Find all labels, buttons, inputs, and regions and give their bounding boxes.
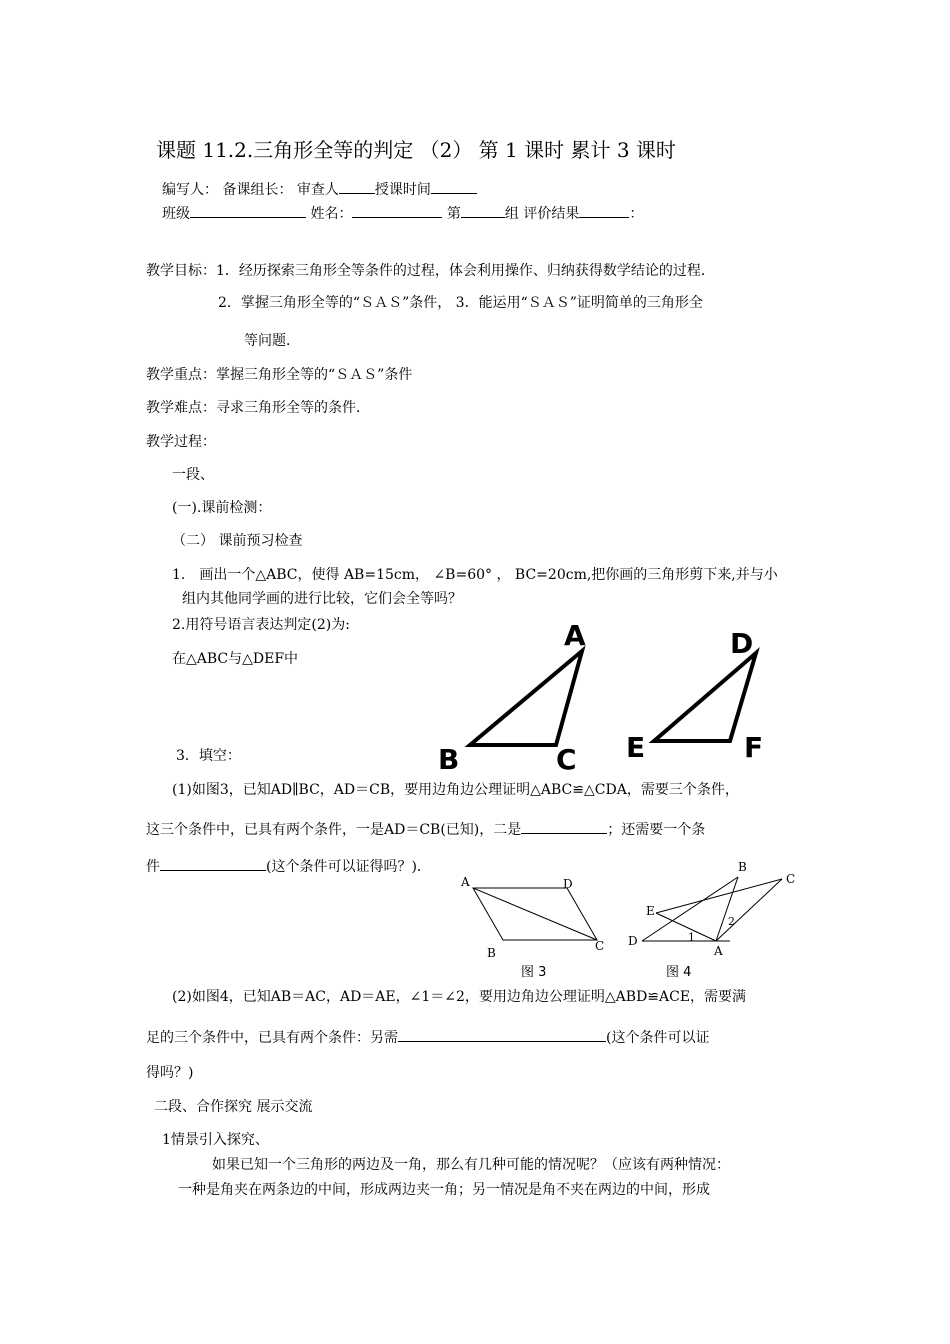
- fig3-label-d: D: [563, 877, 573, 891]
- author-label: 编写人： 备课组长： 审查人: [162, 182, 339, 198]
- class-label: 班级: [162, 206, 190, 222]
- section2-heading: 二段、合作探究 展示交流: [154, 1099, 313, 1115]
- question-3b-line-3: 得吗？): [146, 1065, 194, 1081]
- key-point: 教学重点：掌握三角形全等的“ＳＡＳ”条件: [146, 367, 413, 383]
- class-line: [162, 203, 643, 223]
- q3a-blank-2: [160, 856, 266, 871]
- question-3a-line-3: [146, 856, 431, 876]
- fig4-label-d: D: [628, 934, 638, 948]
- triangles-figure: [430, 615, 790, 775]
- scenario-paragraph-1: 如果已知一个三角形的两边及一角，那么有几种可能的情况呢？（应该有两种情况：: [212, 1157, 730, 1173]
- group-blank: [461, 203, 505, 218]
- process-heading: 教学过程：: [146, 434, 216, 450]
- fig4-label-a: A: [714, 944, 723, 958]
- evaluation-blank: [579, 203, 629, 218]
- fig3-label-a: A: [461, 875, 470, 889]
- question-2-line-1: 2.用符号语言表达判定(2)为:: [172, 617, 350, 633]
- class-blank: [190, 203, 306, 218]
- author-line: [162, 179, 477, 199]
- fig4-label-e: E: [646, 904, 655, 918]
- question-1-line-1: 1． 画出一个△ABC，使得 AB=15cm， ∠B=60° ， BC=20cm,把你画的三角形剪下来,并与小: [172, 567, 778, 583]
- teach-time-blank: [431, 179, 477, 194]
- label-c: C: [556, 743, 577, 775]
- evaluation-label: 组 评价结果: [504, 206, 580, 222]
- fig3-caption: 图 3: [521, 965, 547, 980]
- name-blank: [352, 203, 442, 218]
- label-f: F: [744, 731, 764, 764]
- fig4-caption: 图 4: [666, 965, 692, 980]
- question-2-line-2: 在△ABC与△DEF中: [172, 651, 299, 667]
- q3a-blank-1: [521, 819, 607, 834]
- section1-heading: 一段、: [172, 467, 214, 483]
- question-3a-line-1: (1)如图3，已知AD∥BC，AD＝CB，要用边角边公理证明△ABC≌△CDA，需要三个条件，: [172, 782, 739, 798]
- q3a-text-b: ；还需要一个条: [607, 822, 706, 838]
- question-1-line-2: 组内其他同学画的进行比较，它们会全等吗？: [182, 591, 462, 607]
- diagonal-ac: [473, 888, 597, 940]
- triangle-def: [654, 653, 756, 741]
- q3b-text-a: 足的三个条件中，已具有两个条件：另需: [146, 1030, 398, 1046]
- q3a-text-d: (这个条件可以证得吗？)．: [266, 859, 431, 875]
- q3a-text-a: 这三个条件中，已具有两个条件，一是AD＝CB(已知)，二是: [146, 822, 522, 838]
- fig4-angle-1: 1: [688, 931, 695, 944]
- q3b-text-b: (这个条件可以证: [606, 1030, 710, 1046]
- fig4-label-b: B: [738, 860, 747, 874]
- figure-4: [620, 855, 810, 985]
- triangle-abc: [470, 651, 582, 745]
- fig3-label-c: C: [595, 939, 605, 953]
- scenario-paragraph-2: 一种是角夹在两条边的中间，形成两边夹一角；另一情况是角不夹在两边的中间，形成: [178, 1182, 710, 1198]
- pre-check-heading: (一).课前检测：: [172, 500, 272, 516]
- question-3b-line-2: [146, 1027, 709, 1047]
- q3b-blank: [398, 1027, 606, 1042]
- fig3-label-b: B: [487, 946, 496, 960]
- goal-line-2: 2．掌握三角形全等的“ＳＡＳ”条件， 3．能运用“ＳＡＳ”证明简单的三角形全: [218, 295, 703, 311]
- scenario-heading: 1情景引入探究、: [162, 1132, 269, 1148]
- figure-3: [455, 868, 625, 983]
- question-3b-line-1: (2)如图4，已知AB＝AC，AD＝AE，∠1＝∠2，要用边角边公理证明△ABD≌ACE，需要满: [172, 989, 747, 1005]
- name-label: 姓名：: [306, 206, 353, 222]
- label-d: D: [730, 627, 754, 660]
- fig4-label-c: C: [786, 872, 796, 886]
- fig4-angle-2: 2: [728, 915, 735, 928]
- label-b: B: [438, 743, 460, 775]
- segment-ea: [656, 913, 716, 941]
- group-label: 第: [442, 206, 461, 222]
- label-e: E: [626, 731, 646, 764]
- goal-line-1: 教学目标：1．经历探索三角形全等条件的过程，体会利用操作、归纳获得数学结论的过程．: [146, 263, 715, 279]
- difficulty: 教学难点：寻求三角形全等的条件．: [146, 400, 370, 416]
- q3a-text-c: 件: [146, 859, 160, 875]
- goal-line-3: 等问题．: [244, 333, 300, 349]
- reviewer-blank: [339, 179, 375, 194]
- teach-time-label: 授课时间: [374, 182, 431, 198]
- colon-text: ：: [629, 206, 644, 222]
- question-3-heading: 3．填空：: [176, 748, 241, 764]
- preview-check-heading: （二） 课前预习检查: [172, 533, 303, 549]
- lesson-title: 课题 11.2.三角形全等的判定 （2） 第 1 课时 累计 3 课时: [156, 138, 676, 162]
- segment-ec: [656, 879, 782, 913]
- segment-ab: [716, 877, 738, 941]
- label-a: A: [564, 619, 586, 652]
- question-3a-line-2: [146, 819, 705, 839]
